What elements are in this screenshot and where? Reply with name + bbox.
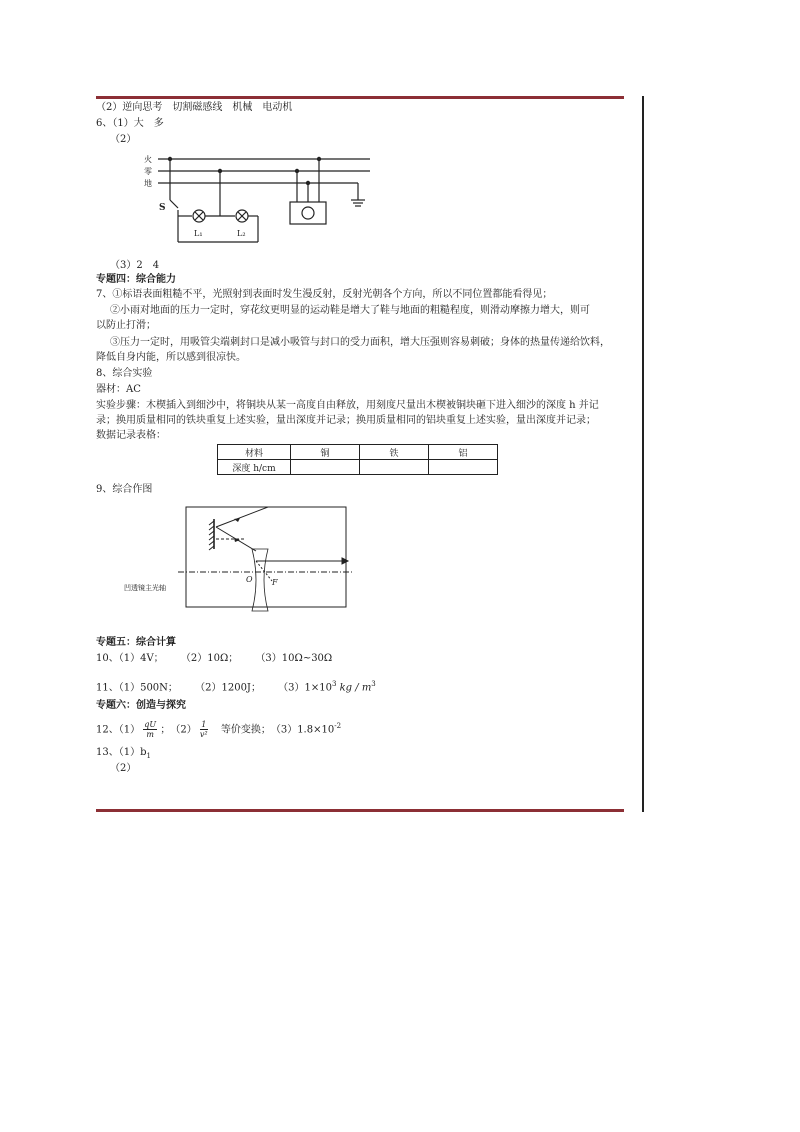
answer-11-3: （3）1×10	[278, 682, 332, 694]
answer-11-1: 11、（1）500N；	[96, 682, 178, 694]
label-lamp2: L₂	[237, 229, 246, 238]
answer-11-unit-exp: 3	[371, 680, 376, 688]
label-point-o: O	[246, 575, 253, 584]
table-row	[218, 460, 498, 475]
top-divider	[96, 96, 624, 99]
label-switch: S	[159, 203, 166, 213]
circuit-diagram	[140, 150, 380, 250]
answer-7-3b: 降低自身内能，所以感到很凉快。	[96, 352, 246, 363]
answer-10	[96, 653, 332, 665]
answer-11-2: （2）1200J；	[195, 682, 261, 694]
table-header-aluminum: 铝	[429, 445, 498, 460]
table-header-material: 材料	[218, 445, 291, 460]
answer-12-2-label: ； （2）	[160, 724, 197, 736]
fraction-qu-over-m: $\frac{qU}{m}$	[144, 720, 157, 740]
answer-8-steps-b: 录；换用质量相同的铁块重复上述实验，量出深度并记录；换用质量相同的铝块重复上述实验，量出深度并记录；	[96, 415, 596, 426]
answer-9-title: 9、综合作图	[96, 484, 153, 495]
answer-12-exp: -2	[334, 722, 342, 730]
table-cell	[360, 460, 429, 475]
section-6-title: 专题六：创造与探究	[96, 700, 186, 711]
table-header-iron: 铁	[360, 445, 429, 460]
answer-6-1: 6、（1）大 多	[96, 118, 164, 129]
table-row-label: 深度 h/cm	[218, 460, 291, 475]
right-margin-line	[642, 96, 644, 812]
answer-8-table-caption: 数据记录表格：	[96, 430, 166, 441]
data-record-table	[217, 444, 498, 475]
answer-8-title: 8、综合实验	[96, 368, 153, 379]
answer-6-2-label: （2）	[110, 134, 137, 145]
table-row	[218, 445, 498, 460]
answer-12-1-label: 12、（1）	[96, 724, 141, 736]
section-5-title: 专题五：综合计算	[96, 637, 176, 648]
label-fire: 火	[144, 155, 152, 164]
answer-7-3a: ③压力一定时，用吸管尖端刺封口是减小吸管与封口的受力面积，增大压强则容易刺破；身体的热量传递给饮料，	[110, 337, 610, 348]
fraction-1-over-v2: $\frac{1}{\text{v²}}$	[199, 720, 208, 740]
answer-6-3: （3）2 4	[110, 260, 160, 271]
answer-8-equipment: 器材：AC	[96, 384, 141, 395]
label-ground: 地	[144, 179, 152, 188]
answer-13-2-label: （2）	[110, 763, 137, 774]
answer-13-1: 13、$(1)b_1$	[96, 747, 151, 760]
answer-10-3: （3）10Ω~30Ω	[255, 653, 333, 664]
answer-8-steps-a: 实验步骤：木楔插入到细沙中，将铜块从某一高度自由释放，用刻度尺量出木楔被铜块砸下进入细沙的深度 h 并记	[96, 400, 599, 411]
table-header-copper: 铜	[291, 445, 360, 460]
answer-12	[96, 716, 341, 740]
label-lamp1: L₁	[194, 229, 203, 238]
answer-11	[96, 678, 376, 694]
answer-10-2: （2）10Ω；	[180, 653, 239, 664]
answer-7-2b: 以防止打滑；	[96, 320, 156, 331]
optics-diagram	[120, 505, 360, 615]
section-4-title: 专题四：综合能力	[96, 274, 176, 285]
label-lens-axis: 凹透镜主光轴	[124, 584, 166, 592]
label-point-f: F	[272, 578, 278, 587]
table-cell	[291, 460, 360, 475]
answer-11-unit: kg / m	[339, 682, 372, 694]
label-zero: 零	[144, 167, 152, 176]
answer-5-2: （2）逆向思考 切割磁感线 机械 电动机	[96, 102, 293, 113]
answer-11-exp: 3	[331, 680, 337, 688]
bottom-divider	[96, 809, 624, 812]
answer-7-1: 7、①标语表面粗糙不平，光照射到表面时发生漫反射，反射光朝各个方向，所以不同位置都能看得见；	[96, 289, 553, 300]
table-cell	[429, 460, 498, 475]
answer-12-3: 等价变换； （3）1.8×10	[210, 724, 335, 736]
answer-7-2a: ②小雨对地面的压力一定时，穿花纹更明显的运动鞋是增大了鞋与地面的粗糙程度，则滑动摩擦力增大，则可	[110, 305, 590, 316]
answer-10-1: 10、（1）4V；	[96, 653, 164, 664]
